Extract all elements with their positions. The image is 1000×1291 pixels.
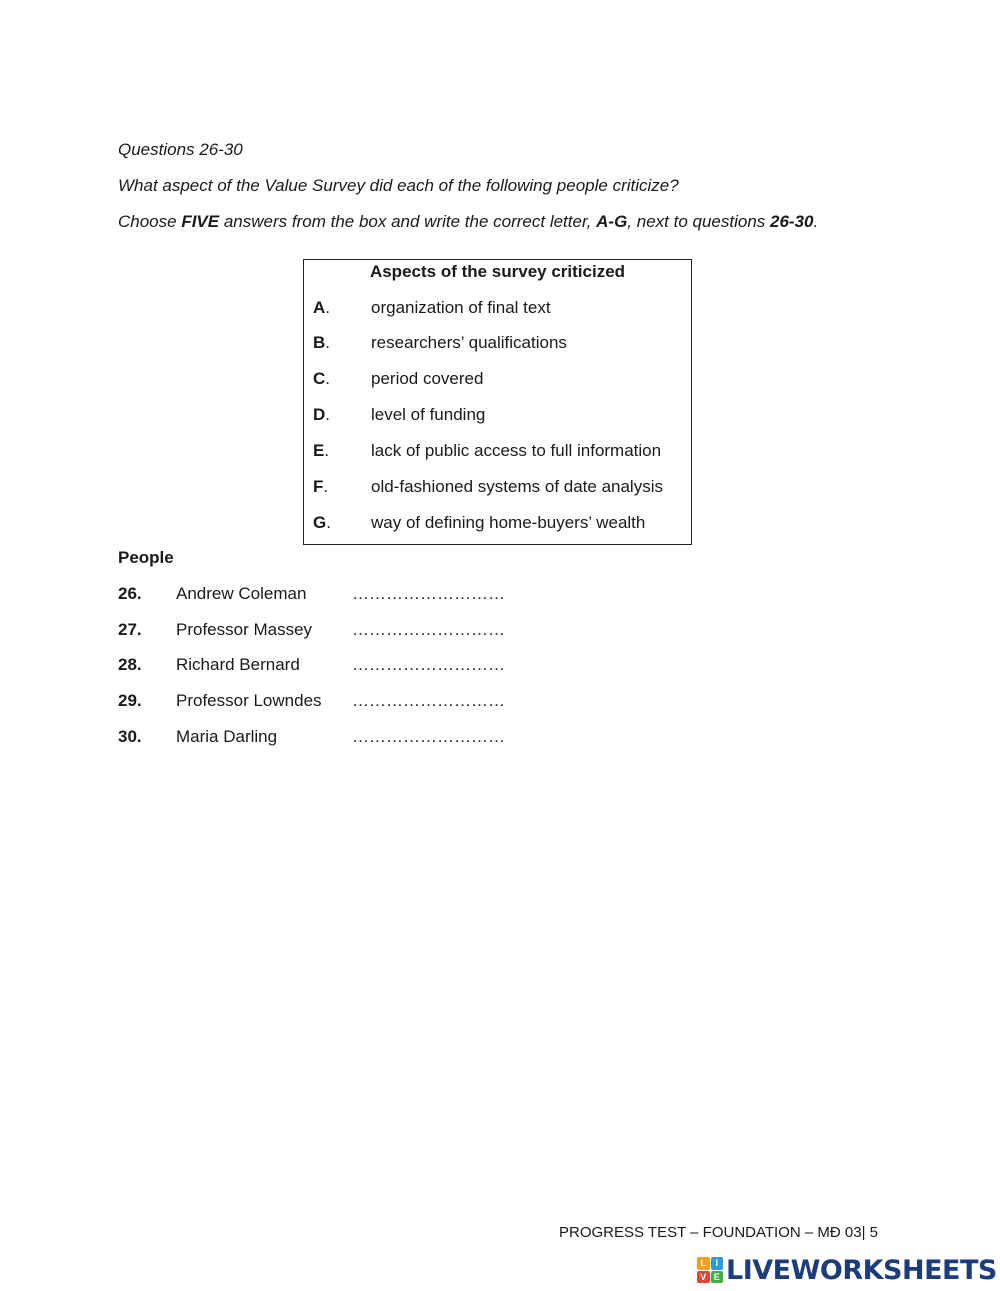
option-letter: A — [313, 298, 326, 317]
answer-blank[interactable]: ……………………… — [352, 655, 505, 674]
answer-blank[interactable]: ……………………… — [352, 584, 505, 603]
option-text: lack of public access to full information — [371, 441, 662, 460]
option-letter: D — [313, 405, 326, 424]
questions-prompt: What aspect of the Value Survey did each of the following people criticize? — [118, 176, 679, 195]
question-number: 30. — [118, 727, 142, 746]
person-name: Professor Massey — [176, 620, 313, 639]
questions-instruction: Choose FIVE answers from the box and write the correct letter, A-G, next to questions 26-30. — [118, 212, 819, 231]
question-number: 27. — [118, 620, 142, 639]
option-letter: C — [313, 369, 326, 388]
question-row — [118, 655, 505, 679]
options-box: Aspects of the survey criticized A. organization of final text B. researchers’ qualifications C. period covered D. level of funding E. lack of public access to full information F. old-fashioned systems of date analysis G. way of defining home-buyers’ wealth — [303, 259, 692, 545]
options-box-title: Aspects of the survey criticized — [369, 262, 626, 281]
page-footer: PROGRESS TEST – FOUNDATION – MĐ 03| 5 — [559, 1224, 878, 1241]
question-row — [118, 584, 505, 608]
person-name: Maria Darling — [176, 727, 278, 746]
question-number: 28. — [118, 655, 142, 674]
liveworksheets-icon — [697, 1257, 723, 1283]
brand-name: LIVEWORKSHEETS — [726, 1254, 997, 1286]
question-row — [118, 620, 505, 644]
option-text: old-fashioned systems of date analysis — [371, 477, 663, 496]
person-name: Professor Lowndes — [176, 691, 322, 710]
answer-blank[interactable]: ……………………… — [352, 620, 505, 639]
question-number: 29. — [118, 691, 142, 710]
person-name: Richard Bernard — [176, 655, 300, 674]
option-letter: F — [313, 477, 324, 496]
logo-tile: V — [697, 1271, 710, 1284]
option-text: organization of final text — [371, 298, 551, 317]
option-text: researchers’ qualifications — [371, 333, 567, 352]
answer-blank[interactable]: ……………………… — [352, 727, 505, 746]
option-letter: G — [313, 513, 327, 532]
question-number: 26. — [118, 584, 142, 603]
option-text: level of funding — [371, 405, 486, 424]
option-text: period covered — [371, 369, 484, 388]
logo-tile: I — [711, 1257, 724, 1270]
option-letter: E — [313, 441, 325, 460]
question-row — [118, 691, 505, 715]
logo-tile: L — [697, 1257, 710, 1270]
question-row — [118, 727, 505, 751]
questions-heading: Questions 26-30 — [118, 140, 243, 159]
option-letter: B — [313, 333, 326, 352]
person-name: Andrew Coleman — [176, 584, 307, 603]
brand-logo[interactable] — [697, 1253, 997, 1287]
answer-blank[interactable]: ……………………… — [352, 691, 505, 710]
logo-tile: E — [711, 1271, 724, 1284]
option-text: way of defining home-buyers’ wealth — [371, 513, 646, 532]
people-heading: People — [118, 548, 174, 567]
